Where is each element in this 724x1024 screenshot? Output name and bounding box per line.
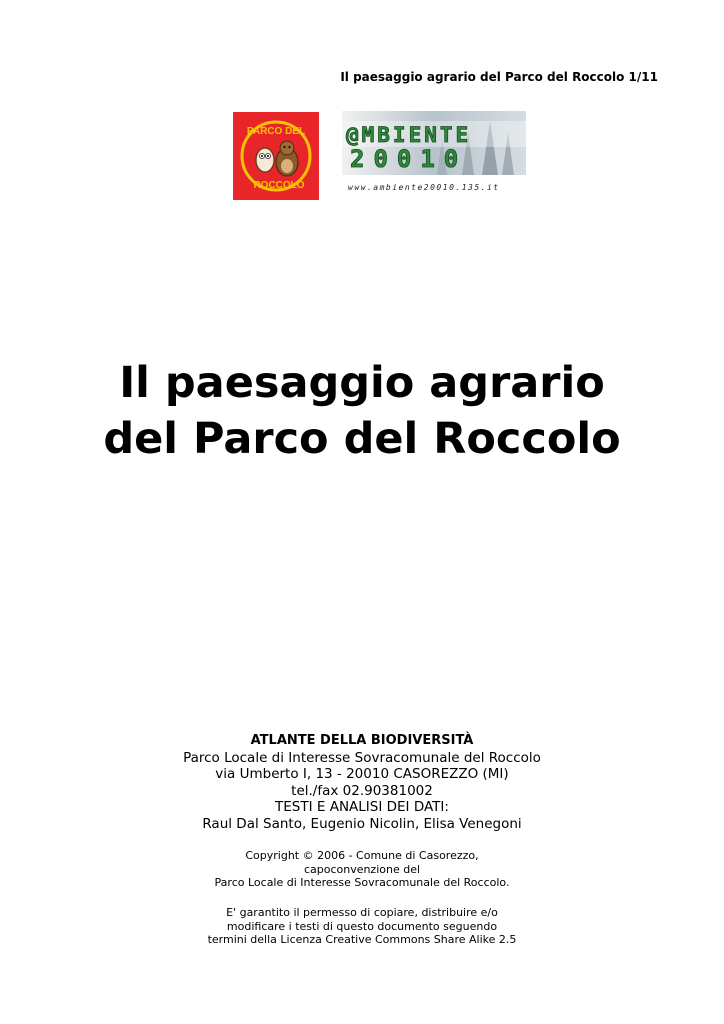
credits-line: TESTI E ANALISI DEI DATI: — [275, 799, 449, 815]
credits-line: Raul Dal Santo, Eugenio Nicolin, Elisa Venegoni — [202, 815, 522, 832]
ambiente-logo-line1: @MBIENTE — [346, 123, 472, 147]
copyright-line: capoconvenzione del — [303, 862, 421, 876]
title-line-2: del Parco del Roccolo — [103, 414, 621, 464]
license-line: modificare i testi di questo documento seguendo — [226, 919, 498, 933]
running-header: Il paesaggio agrario del Parco del Roccolo 1/11 — [340, 70, 658, 84]
ambiente-url: www.ambiente20010.135.it — [348, 183, 500, 192]
license-block — [0, 906, 724, 947]
parco-logo-text-top: PARCO DEL — [246, 126, 306, 137]
copyright-line: Parco Locale di Interesse Sovracomunale del Roccolo. — [214, 876, 510, 889]
credits-line: tel./fax 02.90381002 — [291, 782, 433, 799]
atlas-heading: ATLANTE DELLA BIODIVERSITÀ — [250, 733, 474, 748]
ambiente-logo-line2: 20010 — [350, 145, 468, 173]
credits-line: Parco Locale di Interesse Sovracomunale del Roccolo — [183, 749, 541, 766]
credits-block — [0, 733, 724, 832]
credits-line: via Umberto I, 13 - 20010 CASOREZZO (MI) — [215, 766, 509, 782]
license-line: termini della Licenza Creative Commons Share Alike 2.5 — [207, 933, 517, 946]
title-line-1: Il paesaggio agrario — [119, 358, 605, 408]
parco-logo-text-bottom: ROCCOLO — [253, 180, 305, 191]
license-line: E' garantito il permesso di copiare, distribuire e/o — [226, 906, 498, 919]
document-title — [0, 355, 724, 467]
copyright-block — [0, 849, 724, 890]
copyright-line: Copyright © 2006 - Comune di Casorezzo, — [245, 849, 479, 862]
parco-del-roccolo-logo — [233, 112, 319, 200]
